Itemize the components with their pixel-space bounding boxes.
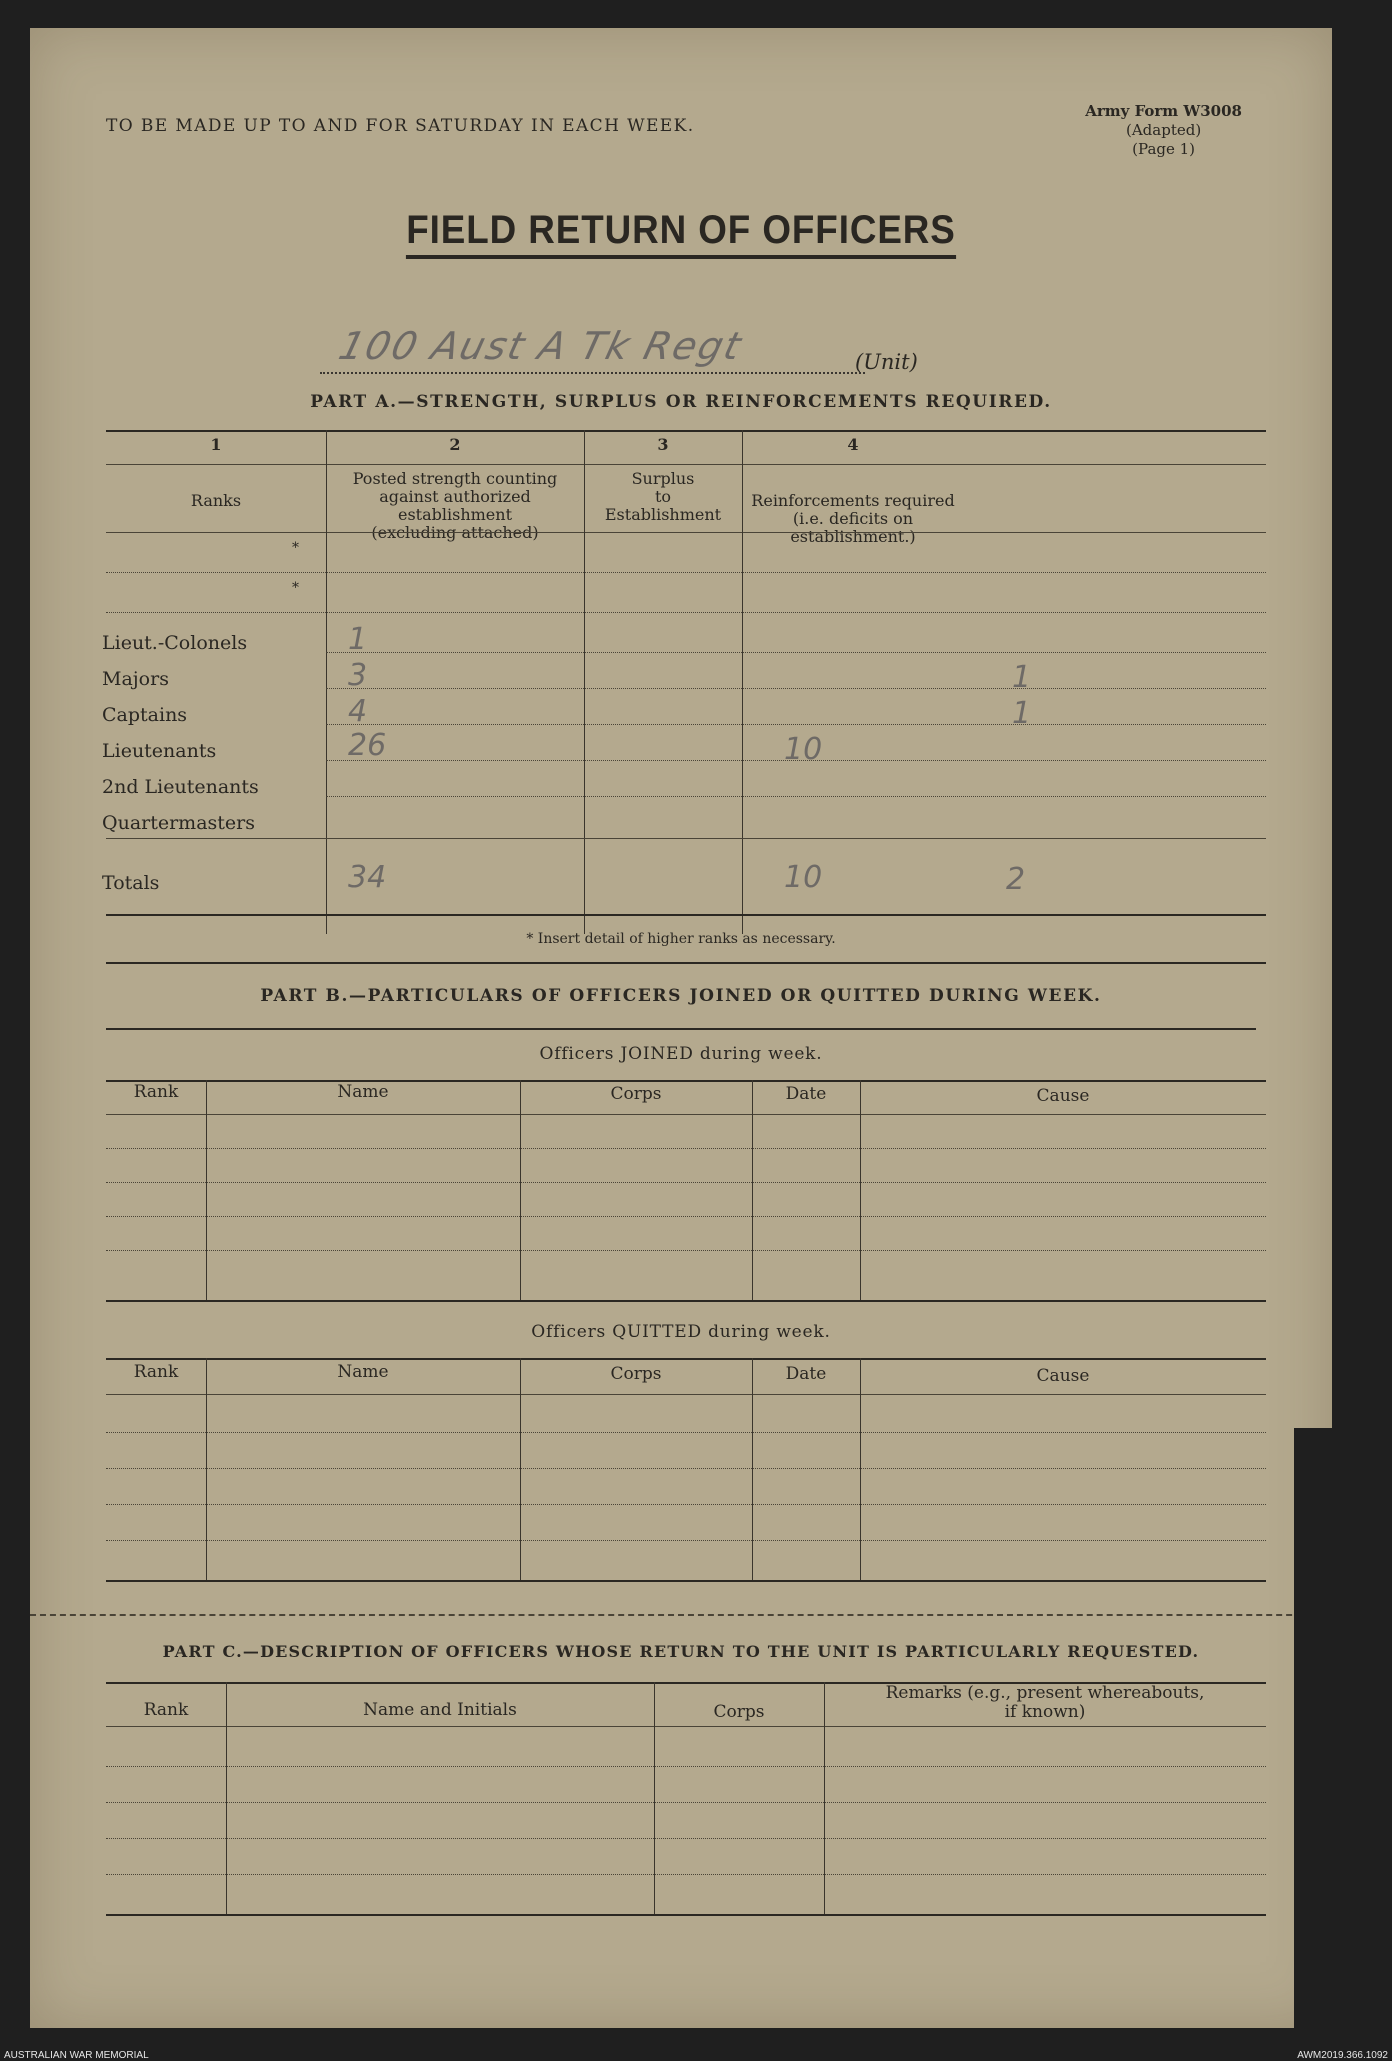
col-header-reinforcements: Reinforcements required (i.e. deficits on establishment.) bbox=[751, 491, 955, 546]
joined-heading: Officers JOINED during week. bbox=[539, 1044, 823, 1064]
row-rule bbox=[326, 760, 1266, 761]
row-rule bbox=[326, 652, 1266, 653]
totals-surplus: 10 bbox=[784, 860, 823, 895]
rank-label: Captains bbox=[102, 704, 188, 726]
col-number-3: 3 bbox=[657, 435, 669, 454]
unit-label: (Unit) bbox=[855, 350, 918, 374]
rank-label: Lieutenants bbox=[102, 740, 217, 762]
form-number: Army Form W3008 bbox=[1085, 102, 1242, 120]
joined-vrule bbox=[520, 1080, 521, 1300]
part-c-vrule bbox=[654, 1682, 655, 1914]
part-a-top-rule bbox=[106, 430, 1266, 432]
part-c-vrule bbox=[226, 1682, 227, 1914]
col-date: Date bbox=[785, 1084, 827, 1104]
col-rank: Rank bbox=[133, 1082, 179, 1102]
form-number-block bbox=[1085, 102, 1242, 159]
footer-left: AUSTRALIAN WAR MEMORIAL bbox=[4, 2050, 149, 2061]
part-a-end-rule bbox=[106, 962, 1266, 964]
quitted-header-rule bbox=[106, 1394, 1266, 1395]
part-c-vrule bbox=[824, 1682, 825, 1914]
col-corps: Corps bbox=[610, 1364, 662, 1384]
totals-posted: 34 bbox=[348, 860, 387, 895]
quitted-vrule bbox=[860, 1358, 861, 1580]
col-number-4: 4 bbox=[847, 435, 859, 454]
row-rule bbox=[326, 796, 1266, 797]
posted-value: 1 bbox=[348, 622, 368, 657]
fold-line bbox=[30, 1614, 1332, 1616]
col-rank: Rank bbox=[143, 1700, 189, 1720]
col-corps: Corps bbox=[713, 1702, 765, 1722]
rank-label: 2nd Lieutenants bbox=[102, 776, 259, 798]
part-a-bottom-rule bbox=[106, 914, 1266, 916]
footer-right: AWM2019.366.1092 bbox=[1297, 2050, 1388, 2061]
joined-row-rule bbox=[106, 1148, 1266, 1149]
quitted-row-rule bbox=[106, 1432, 1266, 1433]
joined-header-rule bbox=[106, 1114, 1266, 1115]
part-a-number-rule bbox=[106, 464, 1266, 465]
col-rank: Rank bbox=[133, 1362, 179, 1382]
col-header-surplus: Surplus to Establishment bbox=[604, 469, 722, 524]
posted-value: 3 bbox=[348, 658, 368, 693]
posted-value: 4 bbox=[348, 694, 368, 729]
col-cause: Cause bbox=[1036, 1086, 1090, 1106]
totals-reinforcements: 2 bbox=[1006, 862, 1026, 897]
quitted-vrule bbox=[520, 1358, 521, 1580]
joined-vrule bbox=[860, 1080, 861, 1300]
totals-label: Totals bbox=[102, 872, 160, 894]
joined-vrule bbox=[752, 1080, 753, 1300]
form-page: (Page 1) bbox=[1132, 140, 1196, 158]
joined-vrule bbox=[206, 1080, 207, 1300]
totals-top-rule bbox=[106, 838, 1266, 839]
row-rule bbox=[326, 724, 1266, 725]
reinforcement-value: 1 bbox=[1012, 696, 1032, 731]
row-rule bbox=[326, 688, 1266, 689]
col-name: Name bbox=[337, 1082, 389, 1102]
col-number-1: 1 bbox=[210, 435, 222, 454]
posted-value: 26 bbox=[348, 728, 387, 763]
reinforcement-value: 1 bbox=[1012, 660, 1032, 695]
page-title: FIELD RETURN OF OFFICERS bbox=[82, 208, 1280, 253]
part-c-header-rule bbox=[106, 1726, 1266, 1727]
part-a-vrule-2 bbox=[584, 430, 585, 934]
joined-bottom-rule bbox=[106, 1300, 1266, 1302]
part-c-row-rule bbox=[106, 1766, 1266, 1767]
part-a-vrule-1 bbox=[326, 430, 327, 934]
col-name-initials: Name and Initials bbox=[363, 1700, 517, 1720]
part-c-row-rule bbox=[106, 1874, 1266, 1875]
torn-edge bbox=[1294, 1428, 1332, 2028]
quitted-row-rule bbox=[106, 1540, 1266, 1541]
quitted-top-rule bbox=[106, 1358, 1266, 1360]
quitted-row-rule bbox=[106, 1504, 1266, 1505]
col-header-ranks: Ranks bbox=[190, 491, 242, 510]
part-b-heading: PART B.—PARTICULARS OF OFFICERS JOINED OR QUITTED DURING WEEK. bbox=[260, 986, 1102, 1006]
rank-label: Lieut.-Colonels bbox=[102, 632, 248, 654]
instruction-text: TO BE MADE UP TO AND FOR SATURDAY IN EACH WEEK. bbox=[106, 116, 695, 136]
form-adapted: (Adapted) bbox=[1126, 121, 1202, 139]
star-row-rule-1 bbox=[106, 572, 1266, 573]
col-number-2: 2 bbox=[449, 435, 461, 454]
surplus-value: 10 bbox=[784, 732, 823, 767]
part-c-bottom-rule bbox=[106, 1914, 1266, 1916]
joined-row-rule bbox=[106, 1216, 1266, 1217]
quitted-vrule bbox=[206, 1358, 207, 1580]
col-name: Name bbox=[337, 1362, 389, 1382]
part-c-row-rule bbox=[106, 1838, 1266, 1839]
col-date: Date bbox=[785, 1364, 827, 1384]
star-marker-1: * bbox=[292, 540, 299, 556]
part-b-rule bbox=[106, 1028, 1256, 1030]
footnote: * Insert detail of higher ranks as necessary. bbox=[526, 931, 836, 947]
unit-handwritten: 100 Aust A Tk Regt bbox=[334, 324, 748, 368]
part-c-row-rule bbox=[106, 1802, 1266, 1803]
quitted-vrule bbox=[752, 1358, 753, 1580]
part-a-vrule-3 bbox=[742, 430, 743, 934]
quitted-bottom-rule bbox=[106, 1580, 1266, 1582]
star-row-rule-2 bbox=[106, 612, 1266, 613]
col-header-posted: Posted strength counting against authorized establishment (excluding attached) bbox=[352, 469, 558, 542]
rank-label: Majors bbox=[102, 668, 169, 690]
joined-row-rule bbox=[106, 1250, 1266, 1251]
quitted-heading: Officers QUITTED during week. bbox=[531, 1322, 831, 1342]
col-corps: Corps bbox=[610, 1084, 662, 1104]
rank-label: Quartermasters bbox=[102, 812, 255, 834]
col-remarks: Remarks (e.g., present whereabouts, if known) bbox=[885, 1683, 1205, 1722]
form-sheet bbox=[30, 28, 1332, 2028]
part-a-header-rule bbox=[106, 532, 1266, 533]
col-cause: Cause bbox=[1036, 1366, 1090, 1386]
part-a-heading: PART A.—STRENGTH, SURPLUS OR REINFORCEMENTS REQUIRED. bbox=[310, 392, 1052, 412]
quitted-row-rule bbox=[106, 1468, 1266, 1469]
joined-row-rule bbox=[106, 1182, 1266, 1183]
star-marker-2: * bbox=[292, 580, 299, 596]
part-c-heading: PART C.—DESCRIPTION OF OFFICERS WHOSE RETURN TO THE UNIT IS PARTICULARLY REQUESTED. bbox=[162, 1642, 1200, 1661]
